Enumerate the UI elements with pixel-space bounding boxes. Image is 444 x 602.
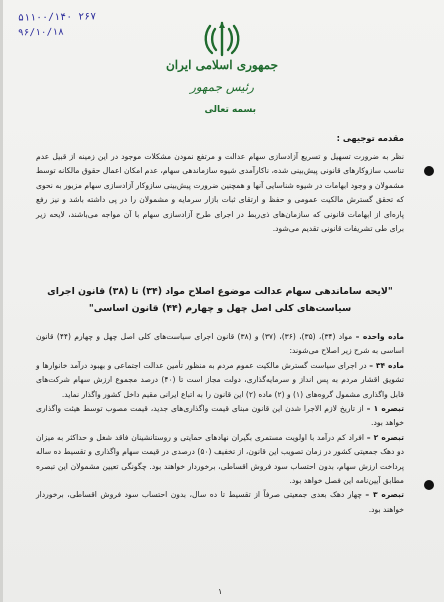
note-3-label: تبصره ۳ –: [365, 490, 404, 500]
header-republic: جمهوری اسلامی ایران: [165, 58, 279, 72]
letter-date: ۹۶/۱۰/۱۸: [17, 26, 64, 39]
bismillah: بسمه تعالی: [204, 105, 256, 115]
single-article: [36, 330, 404, 359]
page-number: ۱: [218, 587, 223, 596]
note-3-text: چهار دهک بعدی جمعیتی صرفاً از تقسیط تا ده سال، بدون احتساب سود فروش اقساطی، برخوردار خواهند بود.: [36, 490, 404, 514]
article-34: [36, 359, 404, 402]
punch-hole: [424, 166, 434, 176]
bill-title: "لایحه ساماندهی سهام عدالت موضوع اصلاح مواد (۳۴) تا (۳۸) قانون اجرای سیاست‌های کلی اصل چهل و چهارم (۴۴) قانون اساسی": [47, 286, 393, 314]
note-1-text: از تاریخ لازم الاجرا شدن این قانون مبنای قیمت واگذاری‌های جدید، قیمت مصوب توسط هیئت واگذاری خواهد بود.: [36, 404, 404, 428]
iran-emblem-icon: [202, 20, 242, 58]
note-3: [36, 488, 404, 517]
note-1-label: تبصره ۱ –: [366, 404, 404, 414]
article-34-label: ماده ۳۴ –: [369, 360, 404, 370]
article-34-text: در اجرای سیاست گسترش مالکیت عموم مردم به منظور تأمین عدالت اجتماعی و بهبود درآمد خانوارها و تشویق اقشار مردم به پس انداز و سرمایه‌گذاری، دولت مجاز است تا (۴۰) درصد مجموع ارزش سهام شرکت‌های قابل واگذاری مشمول گروه‌های (۱) و (۲) ماده (۲) این قانون را به اتباع ایرانی مقیم داخل کشور واگذار نماید.: [36, 360, 405, 399]
header-president: رئیس جمهور: [190, 80, 254, 94]
intro-paragraph: نظر به ضرورت تسهیل و تسریع آزادسازی سهام عدالت و مرتفع نمودن مشکلات موجود در این زمینه از قبیل عدم تناسب سازوکارهای قانونی پیش‌بینی شده، ناکارآمدی شیوه سازماندهی سهام، عدم امکان اعمال حقوق مالکانه توسط مشمولان و وجود ابهامات در شیوه شناسایی آنها و همچنین ضرورت پیش‌بینی سازوکار آزادسازی سهام مزبور به نحوی که تحقق گسترش مالکیت عمومی و حفظ و ارتقای ثبات بازار سرمایه و مشمولان را در پی داشته باشد و نیز رفع پاره‌ای از ابهامات قانونی که سازمان‌های ذی‌ربط در اجرای طرح آزادسازی سهام با آن مواجه می‌باشند، لایحه زیر برای طی تشریفات قانونی تقدیم می‌شود.: [36, 152, 404, 234]
reference-number: ۵۱۱۰۰/۱۴۰ ۲۶۷: [17, 11, 97, 24]
note-2-text: افراد کم درآمد با اولویت مستمری بگیران نهادهای حمایتی و روستانشینان فاقد شغل و حداکثر به میزان دو دهک جمعیتی کشور در زمان تصویب این قانون، از تخفیف (۵۰) درصدی در قیمت سهام واگذاری و تقسیط ده ساله پرداخت ارزش سهام، بدون احتساب سود فروش اقساطی، برخوردار خواهند بود. چگونگی تعیین مشمولان این تبصره مطابق آیین‌نامه این فصل خواهد بود.: [36, 432, 404, 486]
single-article-text: مواد (۳۴)، (۳۵)، (۳۶)، (۳۷) و (۳۸) قانون اجرای سیاست‌های کلی اصل چهل و چهارم (۴۴) قانون اساسی به شرح زیر اصلاح می‌شوند:: [36, 332, 404, 356]
single-article-label: ماده واحده –: [355, 332, 405, 341]
note-2: [36, 431, 404, 489]
note-2-label: تبصره ۲ –: [366, 432, 404, 442]
intro-heading: مقدمه توجیهی :: [336, 133, 404, 143]
note-1: [36, 402, 404, 431]
bill-body: [36, 330, 404, 517]
punch-hole: [424, 480, 434, 490]
